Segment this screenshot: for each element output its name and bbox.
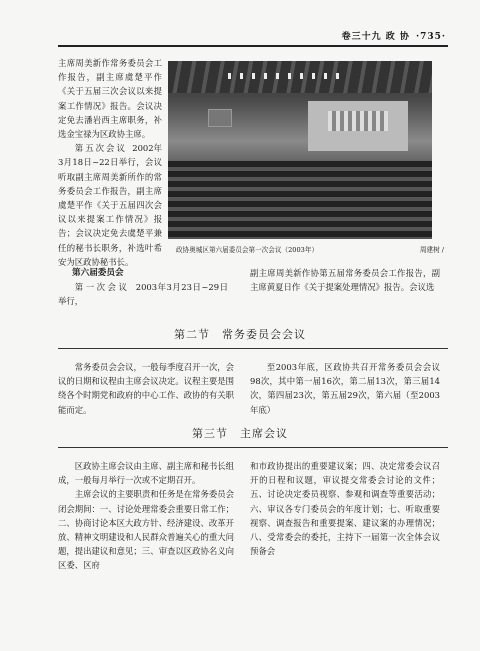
paragraph-left-2 <box>58 141 162 269</box>
section2-rule <box>58 348 448 349</box>
session-label-6-1: 第一次会议 <box>74 282 130 292</box>
paragraph-right-top: 副主席周美新作协第五届常务委员会工作报告，副主席黄夏日作《关于提案处理情况》报告。会议选 <box>250 268 440 293</box>
section2-right-paragraph: 至2003年底，区政协共召开常务委员会会议98次，其中第一届16次，第二届13次，第三届14次，第四届23次，第五届29次，第六届（至2003年底） <box>250 362 440 415</box>
sixth-session-continued <box>250 266 440 294</box>
section3-left <box>58 459 234 573</box>
section2-left <box>58 360 234 417</box>
running-title: 卷三十九 政 协 <box>341 32 410 42</box>
conference-photo <box>168 61 432 239</box>
sixth-session-heading: 第六届委员会 <box>72 268 124 278</box>
section3-rule <box>58 447 448 448</box>
session-label-5: 第五次会议 <box>74 143 127 154</box>
section3-left-paragraph-2: 主席会议的主要职责和任务是在常务委员会闭会期间：一、讨论处理常委会重要日常工作；二、协商讨论本区大政方针、经济建设、改革开放、精神文明建设和人民群众普遍关心的重大问题，提出建议和意见；三、审查以区政协名义向区委、区府 <box>58 489 234 571</box>
paragraph-left-1: 主席周美新作常务委员会工作报告，副主席虞楚平作《关于五届三次会议以来提案工作情况》报告。会议决定免去潘岩西主席职务，补选金宝禄为区政协主席。 <box>58 58 162 140</box>
photo-lights <box>228 73 348 79</box>
section3-left-paragraph-1: 区政协主席会议由主席、副主席和秘书长组成，一般每月举行一次或不定期召开。 <box>58 461 234 486</box>
session-text-6-1: 2003年3月23日~29日举行， <box>58 282 228 307</box>
header-rule <box>58 45 448 47</box>
photo-caption: 政协奥城区第六届委员会第一次会议（2003年） <box>176 246 319 254</box>
paragraph-sixth <box>58 280 228 308</box>
photo-screen <box>208 109 232 127</box>
section3-right-paragraph: 和市政协提出的重要建议案；四、决定常委会议召开的日程和议题，审议提交常委会讨论的文件；五、讨论决定委员视察、参观和调查等重要活动；六、审议各专门委员会的年度计划；七、听取重要视察、调查报告和重要提案、建议案的办理情况；八、受常委会的委托，主持下一届第一次全体会议预备会 <box>250 461 440 557</box>
section2-title: 第二节 常务委员会会议 <box>174 328 306 341</box>
page-number: ·735· <box>415 32 446 42</box>
left-column-text <box>58 56 162 269</box>
section2-left-paragraph: 常务委员会会议，一般每季度召开一次，会议的日期和议程由主席会议决定。议程主要是围绕各个时期党和政府的中心工作、政协的有关职能而定。 <box>58 362 234 415</box>
running-header <box>342 29 446 42</box>
section2-right <box>250 360 440 417</box>
sixth-session-text <box>58 280 228 308</box>
section3-title: 第三节 主席会议 <box>192 427 288 440</box>
photo-audience-rows <box>168 161 432 239</box>
photo-flags <box>328 111 388 131</box>
session-text-5: 2002年3月18日~22日举行，会议听取副主席周美新所作的常务委员会工作报告，副主席虞楚平作《关于五届四次会议以来提案工作情况》报告；会议决定免去虞楚平兼任的秘书长职务，补选叶希安为区政协秘书长。 <box>58 143 162 267</box>
photo-credit: 周建树 / <box>419 246 444 254</box>
section3-right <box>250 459 440 558</box>
